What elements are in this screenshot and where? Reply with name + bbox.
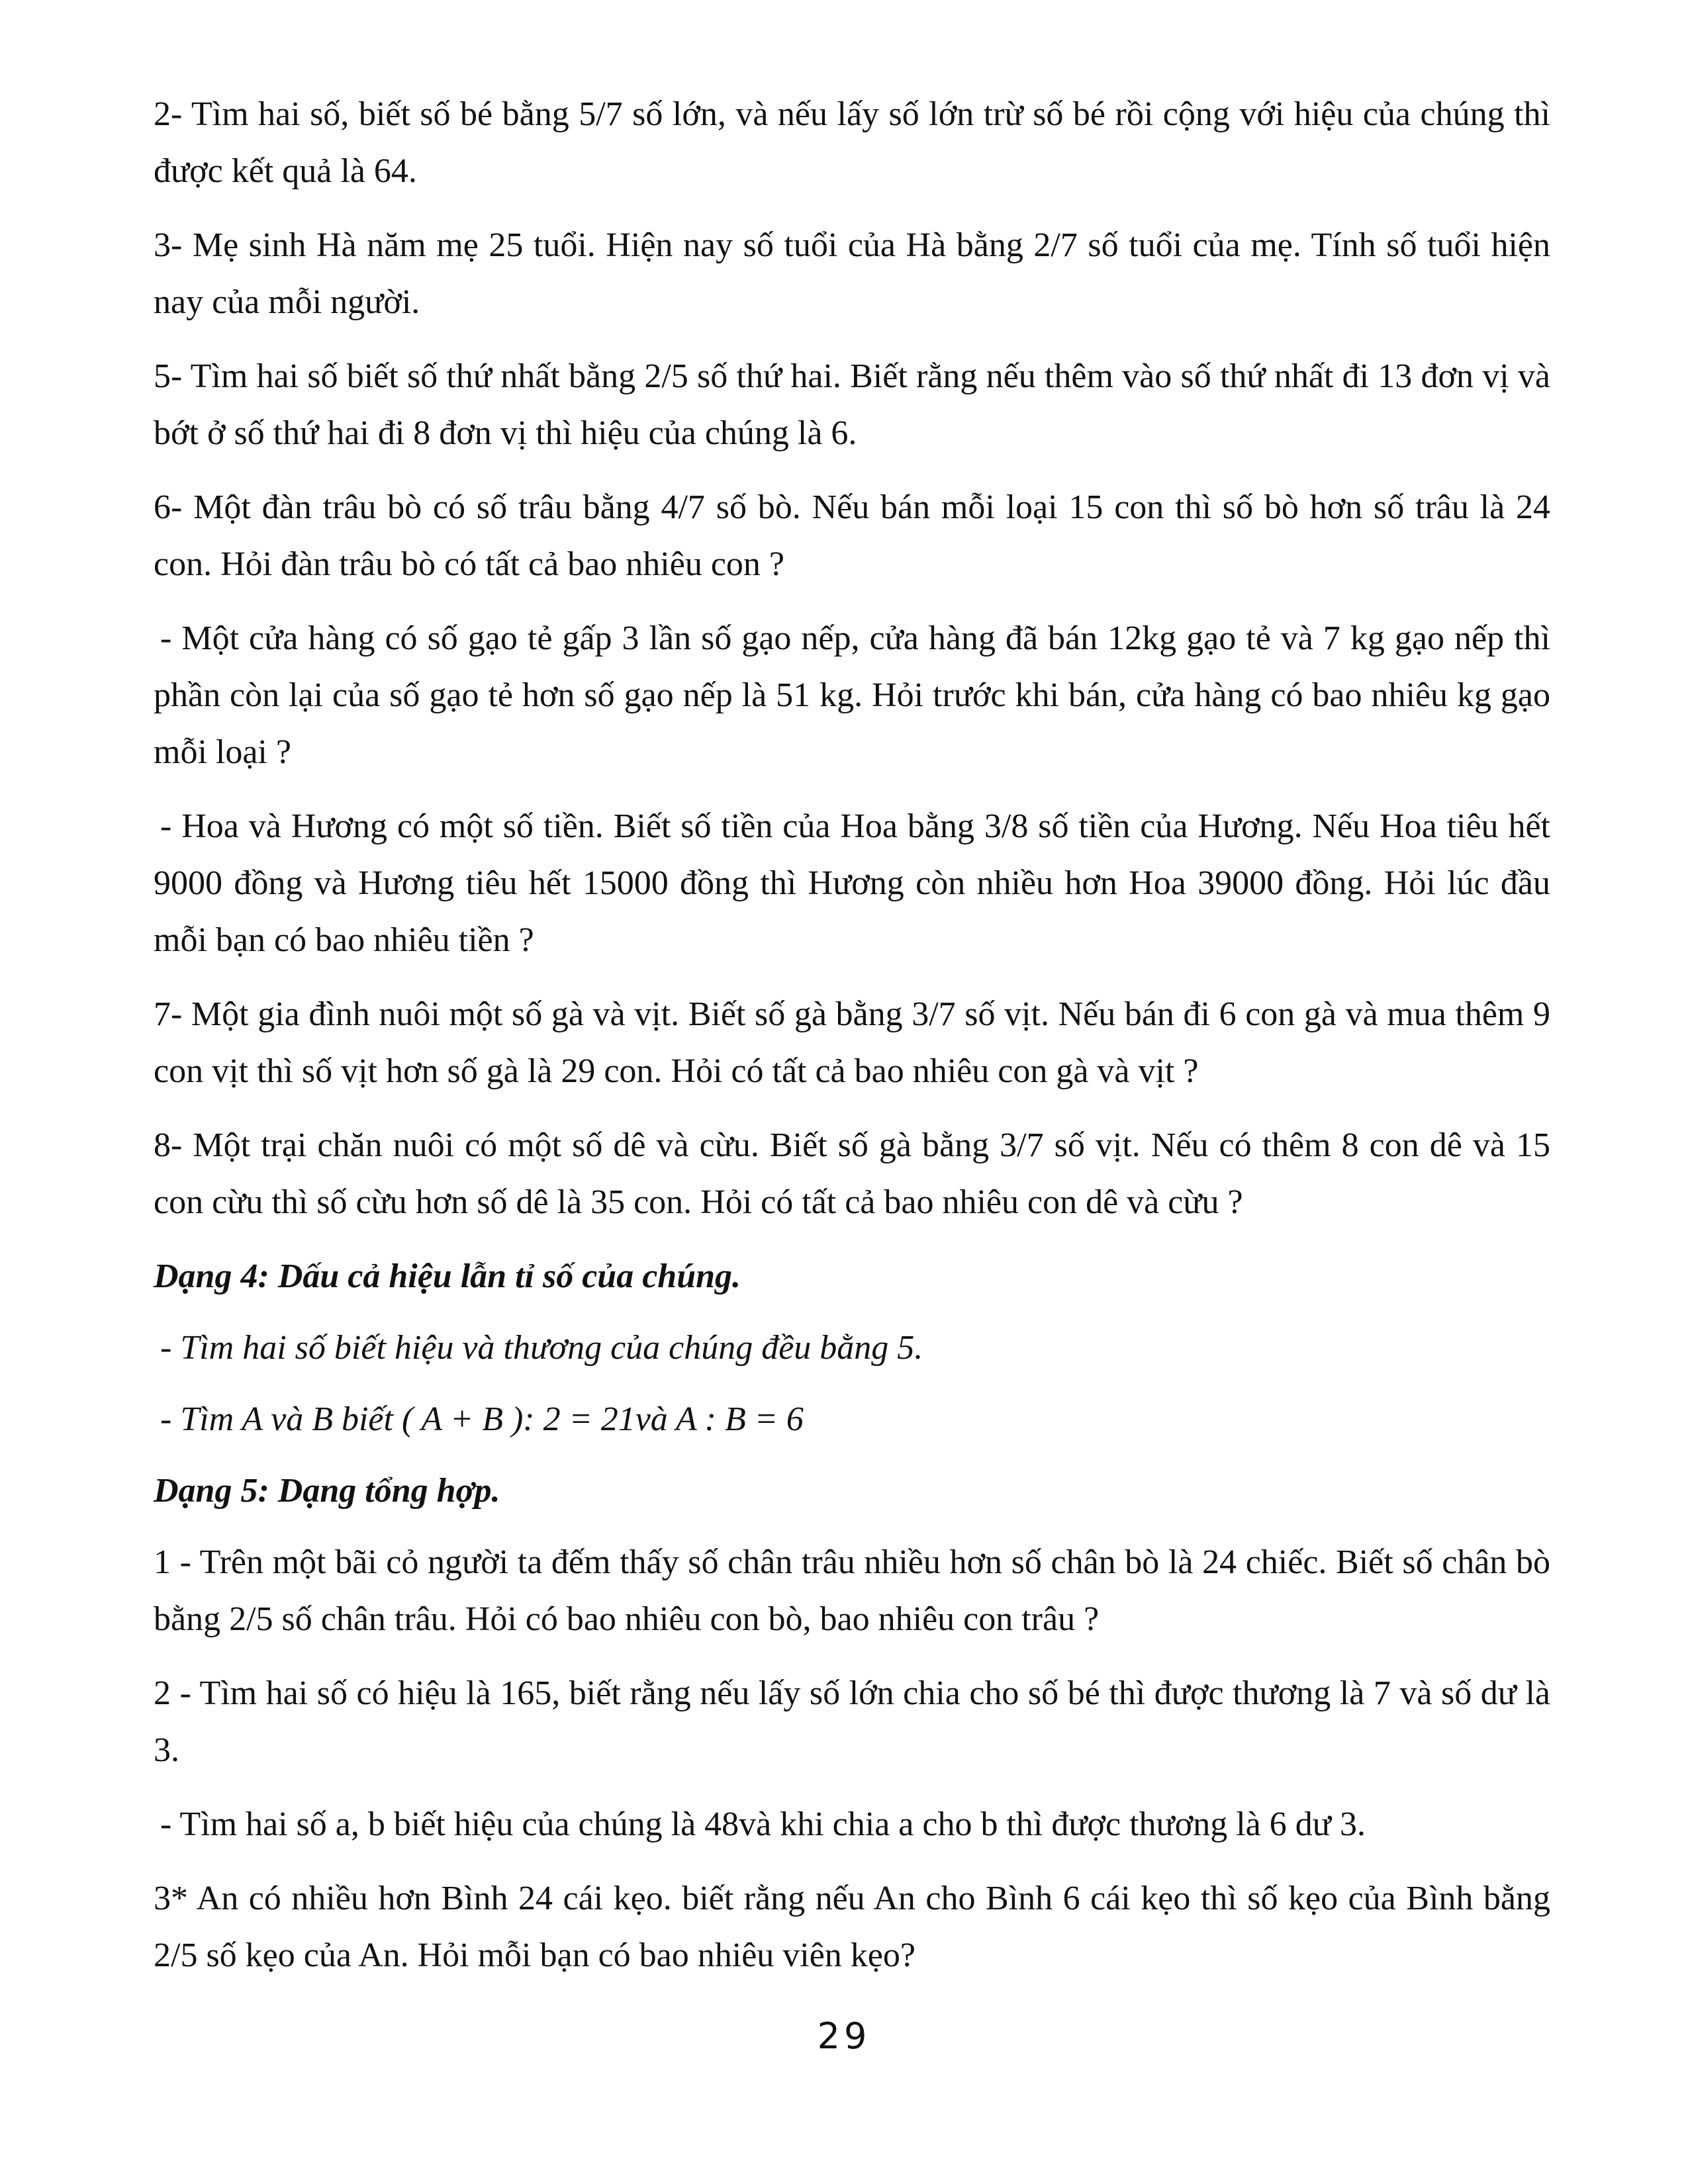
problem-paragraph: 1 - Trên một bãi cỏ người ta đếm thấy số chân trâu nhiều hơn số chân bò là 24 chiếc. Biết số chân bò bằng 2/5 số chân trâu. Hỏi có bao nhiêu con bò, bao nhiêu con trâu ? [154, 1543, 1550, 1638]
document-page [154, 86, 1550, 2001]
page-number: 29 [817, 2015, 871, 2057]
problem-paragraph: 3* An có nhiều hơn Bình 24 cái kẹo. biết rằng nếu An cho Bình 6 cái kẹo thì số kẹo của Bình bằng 2/5 số kẹo của An. Hỏi mỗi bạn có bao nhiêu viên kẹo? [154, 1880, 1550, 1974]
section-4-heading: Dạng 4: Dấu cả hiệu lẫn tỉ số của chúng. [154, 1257, 741, 1295]
problem-paragraph: 7- Một gia đình nuôi một số gà và vịt. Biết số gà bằng 3/7 số vịt. Nếu bán đi 6 con gà và mua thêm 9 con vịt thì số vịt hơn số gà là 29 con. Hỏi có tất cả bao nhiêu con gà và vịt ? [154, 995, 1550, 1090]
problem-paragraph: - Một cửa hàng có số gạo tẻ gấp 3 lần số gạo nếp, cửa hàng đã bán 12kg gạo tẻ và 7 kg gạo nếp thì phần còn lại của số gạo tẻ hơn số gạo nếp là 51 kg. Hỏi trước khi bán, cửa hàng có bao nhiêu kg gạo mỗi loại ? [154, 619, 1550, 771]
problem-paragraph: 2 - Tìm hai số có hiệu là 165, biết rằng nếu lấy số lớn chia cho số bé thì được thương là 7 và số dư là 3. [154, 1674, 1550, 1769]
problem-paragraph: 8- Một trại chăn nuôi có một số dê và cừu. Biết số gà bằng 3/7 số vịt. Nếu có thêm 8 con dê và 15 con cừu thì số cừu hơn số dê là 35 con. Hỏi có tất cả bao nhiêu con dê và cừu ? [154, 1126, 1550, 1221]
problem-paragraph: - Tìm hai số a, b biết hiệu của chúng là 48và khi chia a cho b thì được thương là 6 dư 3. [160, 1805, 1366, 1843]
section-4-item: - Tìm hai số biết hiệu và thương của chúng đều bằng 5. [160, 1329, 923, 1367]
section-4-item: - Tìm A và B biết ( A + B ): 2 = 21và A : B = 6 [160, 1400, 804, 1438]
problem-paragraph: - Hoa và Hương có một số tiền. Biết số tiền của Hoa bằng 3/8 số tiền của Hương. Nếu Hoa tiêu hết 9000 đồng và Hương tiêu hết 15000 đồng thì Hương còn nhiều hơn Hoa 39000 đồng. Hỏi lúc đầu mỗi bạn có bao nhiêu tiền ? [154, 807, 1550, 959]
problem-paragraph: 5- Tìm hai số biết số thứ nhất bằng 2/5 số thứ hai. Biết rằng nếu thêm vào số thứ nhất đi 13 đơn vị và bớt ở số thứ hai đi 8 đơn vị thì hiệu của chúng là 6. [154, 357, 1550, 452]
problem-paragraph: 2- Tìm hai số, biết số bé bằng 5/7 số lớn, và nếu lấy số lớn trừ số bé rồi cộng với hiệu của chúng thì được kết quả là 64. [154, 95, 1550, 190]
problem-paragraph: 3- Mẹ sinh Hà năm mẹ 25 tuổi. Hiện nay số tuổi của Hà bằng 2/7 số tuổi của mẹ. Tính số tuổi hiện nay của mỗi người. [154, 226, 1550, 321]
problem-paragraph: 6- Một đàn trâu bò có số trâu bằng 4/7 số bò. Nếu bán mỗi loại 15 con thì số bò hơn số trâu là 24 con. Hỏi đàn trâu bò có tất cả bao nhiêu con ? [154, 488, 1550, 583]
section-5-heading: Dạng 5: Dạng tổng hợp. [154, 1472, 500, 1510]
